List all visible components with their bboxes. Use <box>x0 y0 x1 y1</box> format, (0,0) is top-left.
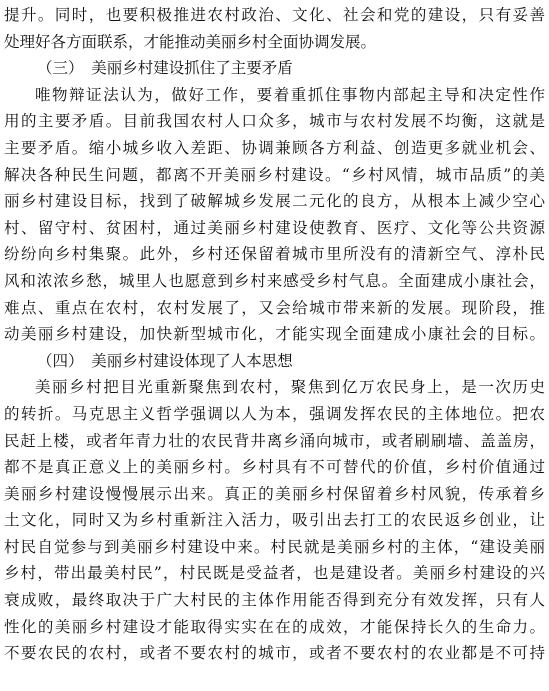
paragraph-line: 村民自觉参与到美丽乡村建设中来。村民就是美丽乡村的主体，“建设美丽 <box>4 537 545 556</box>
paragraph-line: 民赶上楼，或者年青力壮的农民背井离乡涌向城市，或者刷刷墙、盖盖房， <box>4 431 545 450</box>
document-page <box>4 2 545 667</box>
paragraph-line: 乡村，带出最美村民”，村民既是受益者，也是建设者。美丽乡村建设的兴 <box>4 564 545 583</box>
paragraph-line: 衰成败，最终取决于广大村民的主体作用能否得到充分有效发挥，只有人 <box>4 591 545 610</box>
paragraph-first-line: 唯物辩证法认为，做好工作，要着重抓住事物内部起主导和决定性作 <box>35 85 545 104</box>
paragraph-line: 性化的美丽乡村建设才能取得实实在在的成效，才能保持长久的生命力。 <box>4 617 545 636</box>
paragraph-line: 风和浓浓乡愁，城里人也愿意到乡村来感受乡村气息。全面建成小康社会， <box>4 271 545 290</box>
paragraph-line: 动美丽乡村建设，加快新型城市化，才能实现全面建成小康社会的目标。 <box>4 325 545 344</box>
paragraph-line: 难点、重点在农村，农村发展了，又会给城市带来新的发展。现阶段，推 <box>4 298 545 317</box>
paragraph-line: 都不是真正意义上的美丽乡村。乡村具有不可替代的价值，乡村价值通过 <box>4 458 545 477</box>
paragraph-line: 的转折。马克思主义哲学强调以人为本，强调发挥农民的主体地位。把农 <box>4 404 545 423</box>
paragraph-line: 美丽乡村建设慢慢展示出来。真正的美丽乡村保留着乡村风貌，传承着乡 <box>4 484 545 503</box>
paragraph-line: 村、留守村、贫困村，通过美丽乡村建设使教育、医疗、文化等公共资源 <box>4 218 545 237</box>
paragraph-line: 用的主要矛盾。目前我国农村人口众多，城市与农村发展不均衡，这就是 <box>4 112 545 131</box>
paragraph-last-line: 处理好各方面联系，才能推动美丽乡村全面协调发展。 <box>4 32 377 51</box>
paragraph-line: 丽乡村建设目标，找到了破解城乡发展二元化的良方，从根本上减少空心 <box>4 192 545 211</box>
paragraph-line: 提升。同时，也要积极推进农村政治、文化、社会和党的建设，只有妥善 <box>4 6 545 24</box>
paragraph-first-line: 美丽乡村把目光重新聚焦到农村，聚焦到亿万农民身上，是一次历史 <box>35 378 545 397</box>
paragraph-line: 土文化，同时又为乡村重新注入活力，吸引出去打工的农民返乡创业，让 <box>4 511 545 530</box>
paragraph-line: 不要农民的农村，或者不要农村的城市，或者不要农村的农业都是不可持 <box>4 644 545 663</box>
section-heading: （四） 美丽乡村建设体现了人本思想 <box>37 351 293 370</box>
paragraph-line: 解决各种民生问题，都离不开美丽乡村建设。“乡村风情，城市品质”的美 <box>4 165 545 184</box>
paragraph-line: 纷纷向乡村集聚。此外，乡村还保留着城市里所没有的清新空气、淳朴民 <box>4 245 545 264</box>
paragraph-line: 主要矛盾。缩小城乡收入差距、协调兼顾各方利益、创造更多就业机会、 <box>4 138 545 157</box>
section-heading: （三） 美丽乡村建设抓住了主要矛盾 <box>37 59 293 78</box>
